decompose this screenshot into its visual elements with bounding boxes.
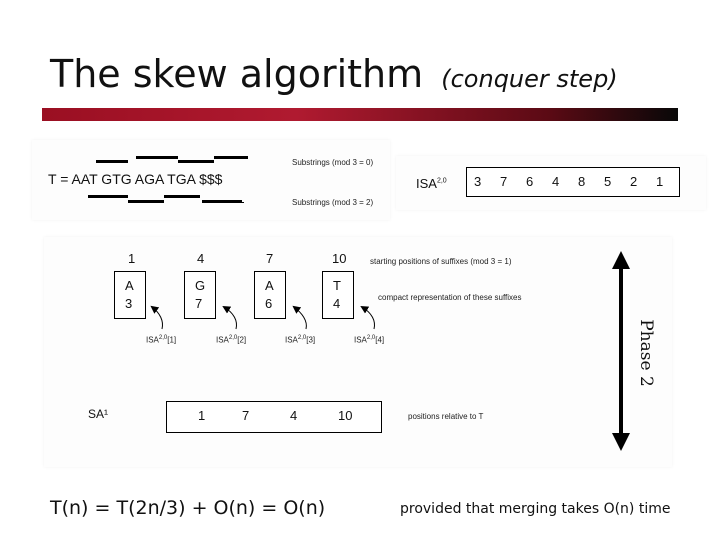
isa-ref-base: ISA (146, 335, 159, 345)
isa-cell: 3 (474, 174, 482, 189)
isa-ref (146, 335, 176, 345)
arrow-curve (294, 307, 306, 329)
isa-ref-idx: [2] (237, 335, 247, 345)
isa-label-base: ISA (416, 176, 437, 191)
isa-ref-sup: 2,0 (366, 335, 376, 341)
phase-double-arrow (610, 251, 632, 451)
isa-ref (216, 335, 246, 345)
isa-cell: 2 (630, 174, 638, 189)
recurrence-formula: T(n) = T(2n/3) + O(n) = O(n) (50, 497, 326, 519)
arrow-curve (224, 307, 237, 329)
suffix-position: 7 (266, 251, 274, 266)
substring-bar (128, 200, 164, 203)
isa-ref-base: ISA (354, 335, 367, 345)
t-string: T = AAT GTG AGA TGA $$$ (48, 171, 223, 187)
note-mod2: Substrings (mod 3 = 2) (292, 198, 374, 207)
substring-bar (178, 160, 214, 163)
isa-cell: 7 (500, 174, 508, 189)
isa-ref-idx: [3] (306, 335, 316, 345)
suffix-letter: G (195, 278, 206, 293)
isa-label-sup: 2,0 (436, 177, 447, 185)
arrow-curve (362, 307, 375, 329)
isa-cell: 1 (656, 174, 664, 189)
note-relative: positions relative to T (408, 412, 484, 421)
suffix-position: 1 (128, 251, 136, 266)
sa-cell: 7 (242, 408, 250, 423)
sa-cell: 4 (290, 408, 298, 423)
isa-array (466, 167, 680, 197)
substring-bar (214, 156, 248, 159)
substring-bar (242, 202, 244, 203)
title-subtitle: (conquer step) (441, 65, 618, 93)
suffix-position: 10 (332, 251, 347, 266)
slide-title (50, 52, 618, 96)
suffix-letter: A (265, 278, 274, 293)
isa-cell: 8 (578, 174, 586, 189)
isa-ref-idx: [1] (167, 335, 177, 345)
suffix-position: 4 (197, 251, 205, 266)
substring-bar (88, 195, 128, 198)
isa-cell: 4 (552, 174, 560, 189)
isa-ref (354, 335, 384, 345)
sa-label: SA¹ (88, 407, 109, 421)
note-mod0: Substrings (mod 3 = 0) (292, 158, 374, 167)
isa-ref-sup: 2,0 (158, 335, 168, 341)
isa-ref-sup: 2,0 (297, 335, 307, 341)
merging-note: provided that merging takes O(n) time (400, 501, 671, 517)
suffix-rank: 4 (333, 296, 341, 311)
suffix-rank: 7 (195, 296, 203, 311)
phase2-panel (44, 237, 672, 467)
isa-ref-base: ISA (285, 335, 298, 345)
suffix-letter: A (125, 278, 134, 293)
note-starting-positions: starting positions of suffixes (mod 3 = 1) (370, 257, 512, 266)
suffix-rank: 3 (125, 296, 133, 311)
sa-cell: 1 (198, 408, 206, 423)
isa-ref-idx: [4] (375, 335, 385, 345)
isa-ref-base: ISA (216, 335, 229, 345)
isa-ref-sup: 2,0 (228, 335, 238, 341)
sa-cell: 10 (338, 408, 353, 423)
suffix-letter: T (333, 278, 341, 293)
title-divider (42, 108, 678, 121)
isa-panel (396, 156, 706, 210)
substring-bar (164, 195, 200, 198)
isa-ref (285, 335, 315, 345)
substring-bar (136, 156, 178, 159)
substring-bar (202, 200, 242, 203)
isa-cell: 5 (604, 174, 612, 189)
suffix-rank: 6 (265, 296, 273, 311)
substring-bar (96, 160, 128, 163)
arrow-curve (152, 307, 163, 329)
substrings-panel (32, 140, 390, 220)
isa-label (416, 176, 447, 191)
phase-label: Phase 2 (636, 319, 656, 387)
title-main: The skew algorithm (50, 52, 424, 96)
note-compact: compact representation of these suffixes (378, 293, 522, 302)
isa-cell: 6 (526, 174, 534, 189)
